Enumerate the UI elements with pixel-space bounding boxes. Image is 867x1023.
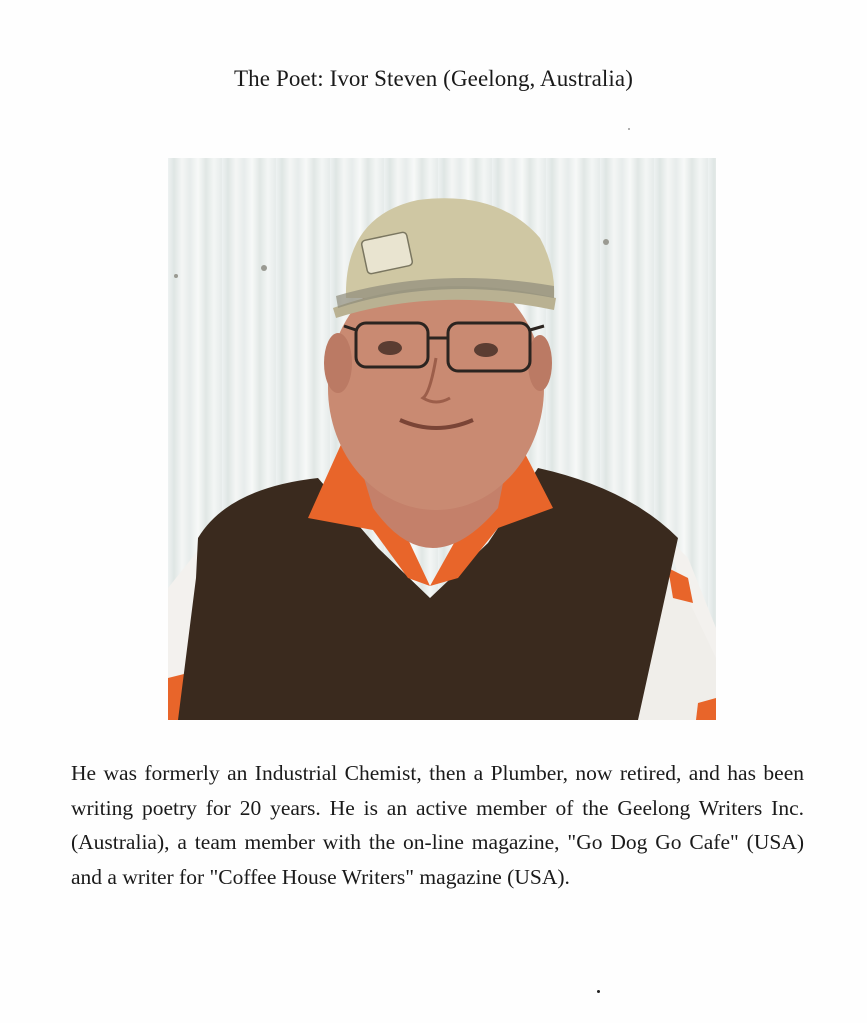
poet-biography: He was formerly an Industrial Chemist, then a Plumber, now retired, and has been writing poetry for 20 years. He is an active member of the Geelong Writers Inc. (Australia), a team member with the on-line magazine, "Go Dog Go Cafe" (USA) and a writer for "Coffee House Writers" magazine (USA). xyxy=(71,761,804,889)
print-speck xyxy=(628,128,630,130)
poet-portrait-photo xyxy=(168,158,716,720)
print-speck xyxy=(597,990,600,993)
page-title: The Poet: Ivor Steven (Geelong, Australia) xyxy=(234,66,633,91)
